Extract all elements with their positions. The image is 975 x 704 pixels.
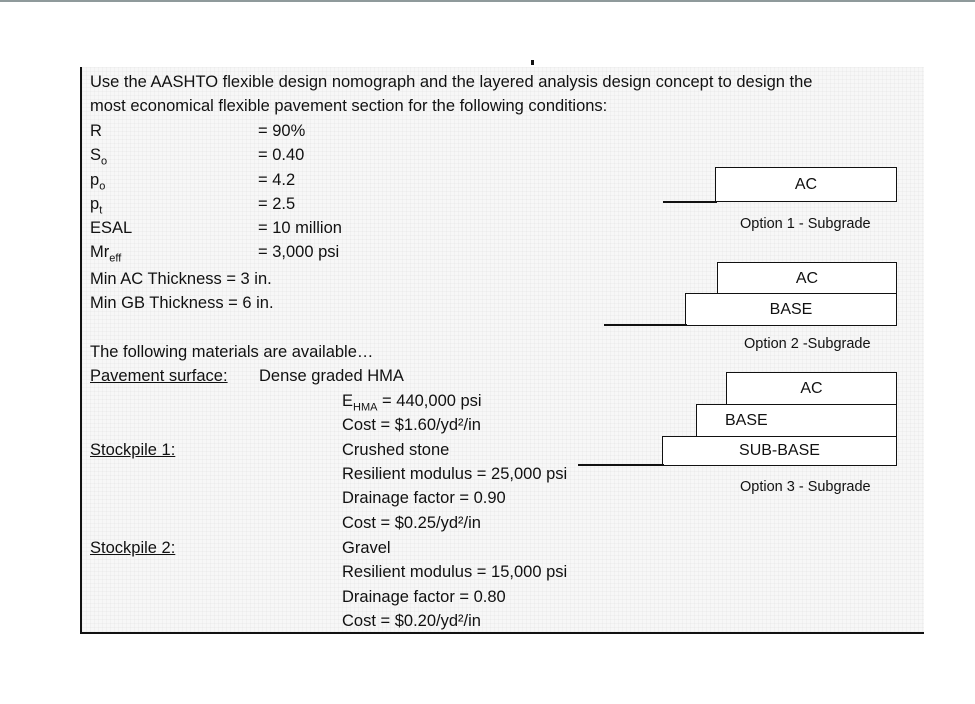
stockpile2-cost: Cost = $0.20/yd²/in bbox=[342, 612, 481, 630]
min-gb-thickness: Min GB Thickness = 6 in. bbox=[90, 294, 274, 312]
top-rule bbox=[0, 0, 975, 2]
cond-so-value: = 0.40 bbox=[258, 146, 305, 164]
intro-line-2: most economical flexible pavement section for the following conditions: bbox=[90, 97, 608, 115]
surface-name: Dense graded HMA bbox=[259, 367, 404, 385]
option1-ac-layer: AC bbox=[715, 167, 897, 202]
cond-esal-value: = 10 million bbox=[258, 219, 342, 237]
cond-po-label: $p_o$ bbox=[90, 171, 106, 193]
cond-mr-value: = 3,000 psi bbox=[258, 243, 340, 261]
option2-subgrade-line bbox=[604, 324, 687, 326]
option3-ac-layer: AC bbox=[726, 372, 897, 406]
option2-ac-layer: AC bbox=[717, 262, 897, 295]
surface-cost: Cost = $1.60/yd²/in bbox=[342, 416, 481, 434]
cond-so-label: $S_o$ bbox=[90, 146, 108, 168]
stockpile2-modulus: Resilient modulus = 15,000 psi bbox=[342, 563, 568, 581]
option2-caption: Option 2 -Subgrade bbox=[744, 336, 871, 352]
cond-pt-value: = 2.5 bbox=[258, 195, 296, 213]
surface-modulus: $E_{HMA} = 440,000$ psi bbox=[342, 392, 482, 414]
surface-label: Pavement surface: bbox=[90, 367, 228, 385]
option3-subgrade-line bbox=[578, 464, 664, 466]
materials-heading: The following materials are available… bbox=[90, 343, 374, 361]
stockpile2-label: Stockpile 2: bbox=[90, 539, 176, 557]
option1-subgrade-line bbox=[663, 201, 717, 203]
cond-mr-label: $Mr_{eff}$ bbox=[90, 243, 122, 265]
stockpile2-name: Gravel bbox=[342, 539, 391, 557]
cond-r-label: R bbox=[90, 122, 102, 140]
stockpile1-cost: Cost = $0.25/yd²/in bbox=[342, 514, 481, 532]
option1-caption: Option 1 - Subgrade bbox=[740, 216, 871, 232]
cond-po-value: = 4.2 bbox=[258, 171, 296, 189]
cond-r-value: = 90% bbox=[258, 122, 306, 140]
cond-pt-label: $p_t$ bbox=[90, 195, 103, 217]
stockpile1-drainage: Drainage factor = 0.90 bbox=[342, 489, 506, 507]
intro-line-1: Use the AASHTO flexible design nomograph and the layered analysis design concept to design the bbox=[90, 73, 813, 91]
option3-subbase-layer: SUB-BASE bbox=[662, 436, 897, 466]
option2-base-layer: BASE bbox=[685, 293, 897, 326]
cond-esal-label: ESAL bbox=[90, 219, 133, 237]
stockpile1-modulus: Resilient modulus = 25,000 psi bbox=[342, 465, 568, 483]
stray-mark bbox=[531, 60, 534, 65]
stockpile2-drainage: Drainage factor = 0.80 bbox=[342, 588, 506, 606]
stockpile1-name: Crushed stone bbox=[342, 441, 450, 459]
min-ac-thickness: Min AC Thickness = 3 in. bbox=[90, 270, 272, 288]
option3-base-layer: BASE bbox=[696, 404, 897, 438]
stockpile1-label: Stockpile 1: bbox=[90, 441, 176, 459]
option3-caption: Option 3 - Subgrade bbox=[740, 479, 871, 495]
